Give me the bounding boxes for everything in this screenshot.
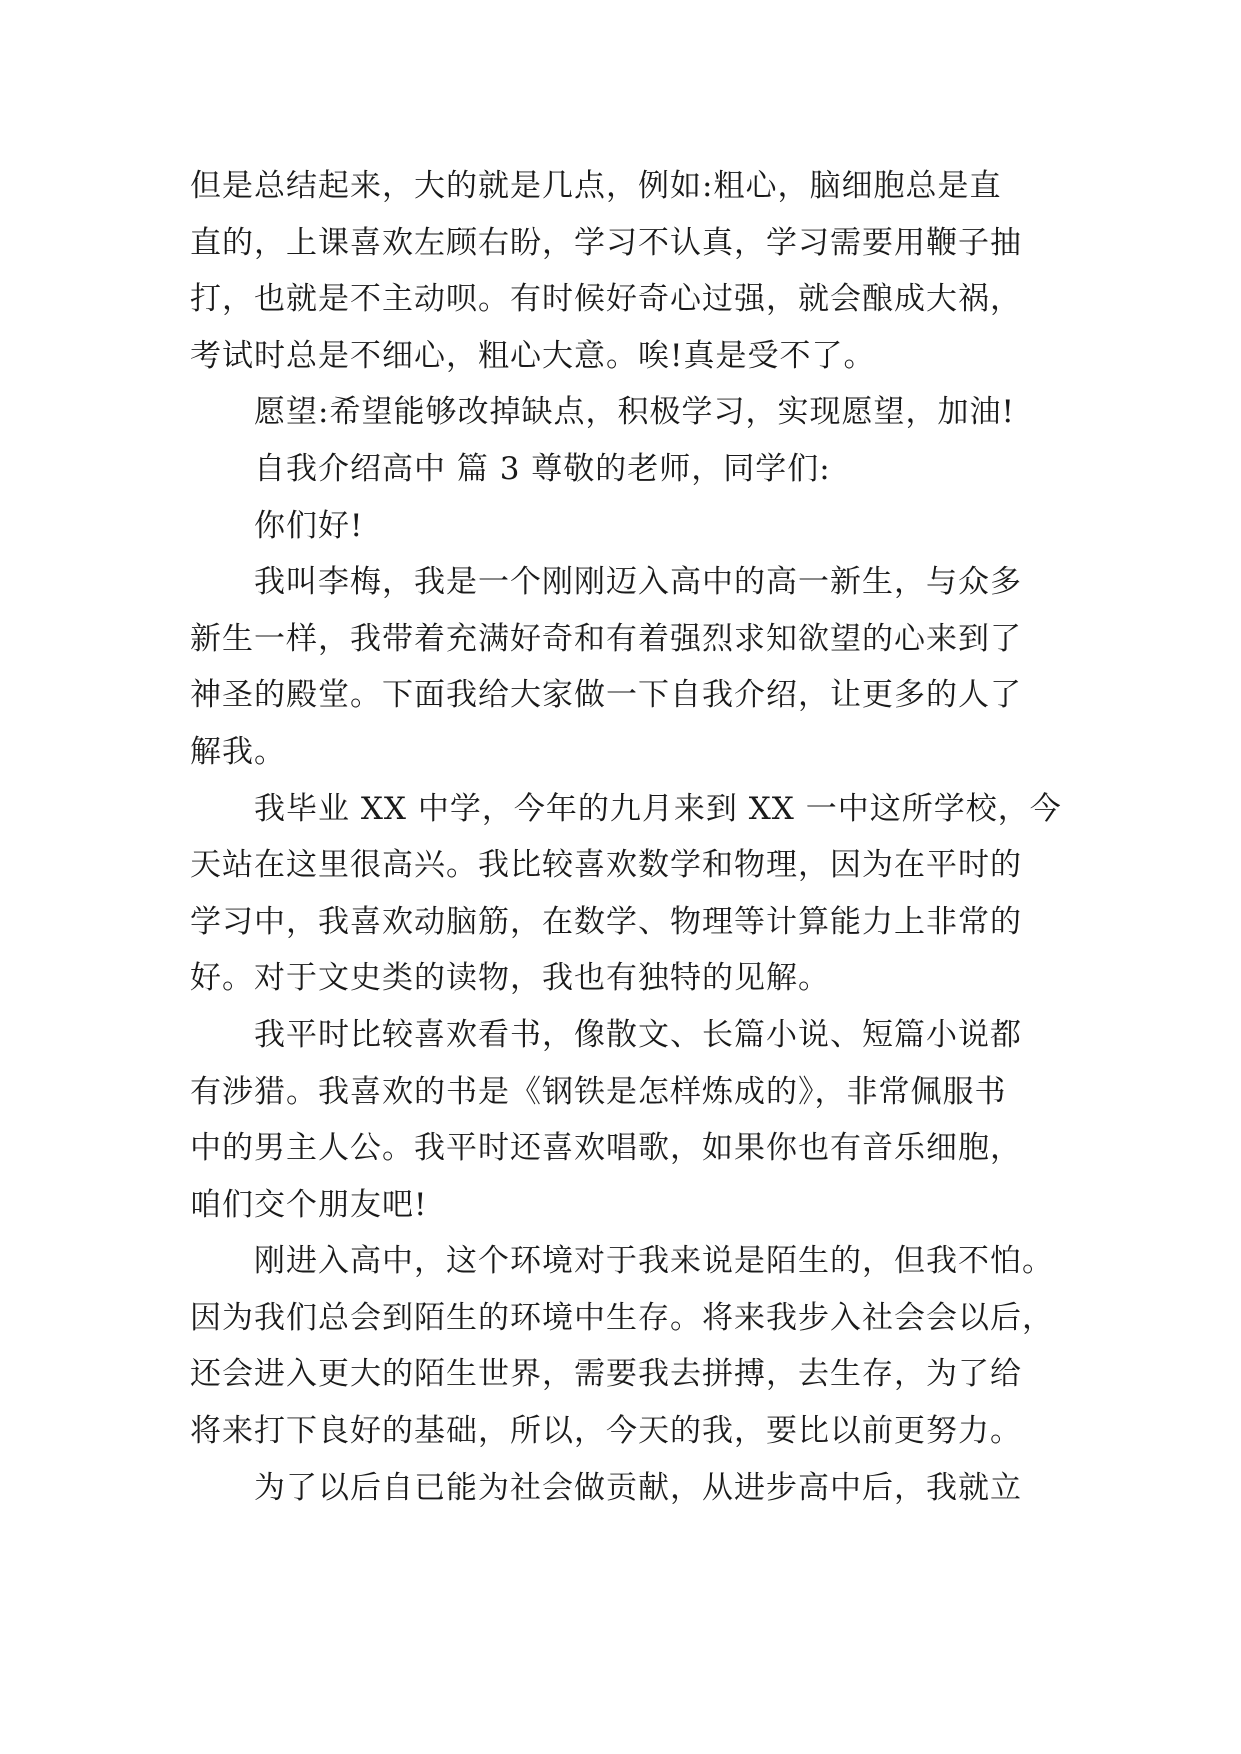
text-line: 你们好! [254, 507, 364, 544]
text-line: 学习中，我喜欢动脑筋，在数学、物理等计算能力上非常的 [190, 903, 1022, 940]
text-line: 直的，上课喜欢左顾右盼，学习不认真，学习需要用鞭子抽 [190, 224, 1022, 261]
text-line: 自我介绍高中 篇 3 尊敬的老师，同学们: [254, 450, 831, 487]
text-line: 新生一样，我带着充满好奇和有着强烈求知欲望的心来到了 [190, 620, 1022, 657]
text-line: 考试时总是不细心，粗心大意。唉!真是受不了。 [190, 337, 876, 374]
text-line: 好。对于文史类的读物，我也有独特的见解。 [190, 960, 830, 997]
text-line: 刚进入高中，这个环境对于我来说是陌生的，但我不怕。 [254, 1243, 1054, 1280]
text-line: 中的男主人公。我平时还喜欢唱歌，如果你也有音乐细胞， [190, 1130, 1022, 1167]
text-line: 因为我们总会到陌生的环境中生存。将来我步入社会会以后， [190, 1299, 1054, 1336]
text-line: 有涉猎。我喜欢的书是《钢铁是怎样炼成的》，非常佩服书 [190, 1073, 1007, 1110]
text-line: 神圣的殿堂。下面我给大家做一下自我介绍，让更多的人了 [190, 677, 1022, 714]
text-line: 我平时比较喜欢看书，像散文、长篇小说、短篇小说都 [254, 1016, 1022, 1053]
text-line: 我叫李梅，我是一个刚刚迈入高中的高一新生，与众多 [254, 564, 1022, 601]
document-body [190, 158, 1060, 1516]
text-line: 咱们交个朋友吧! [190, 1186, 428, 1223]
text-line: 愿望:希望能够改掉缺点，积极学习，实现愿望，加油! [254, 394, 1015, 431]
text-line: 将来打下良好的基础，所以，今天的我，要比以前更努力。 [190, 1413, 1022, 1450]
text-line: 还会进入更大的陌生世界，需要我去拼搏，去生存，为了给 [190, 1356, 1022, 1393]
text-line: 打，也就是不主动呗。有时候好奇心过强，就会酿成大祸， [190, 281, 1022, 318]
text-line: 天站在这里很高兴。我比较喜欢数学和物理，因为在平时的 [190, 847, 1022, 884]
text-line: 但是总结起来，大的就是几点，例如:粗心，脑细胞总是直 [190, 168, 1002, 204]
text-line: 我毕业 XX 中学，今年的九月来到 XX 一中这所学校，今 [254, 790, 1062, 827]
text-line: 解我。 [190, 733, 286, 770]
text-line: 为了以后自已能为社会做贡献，从进步高中后，我就立 [254, 1469, 1022, 1506]
